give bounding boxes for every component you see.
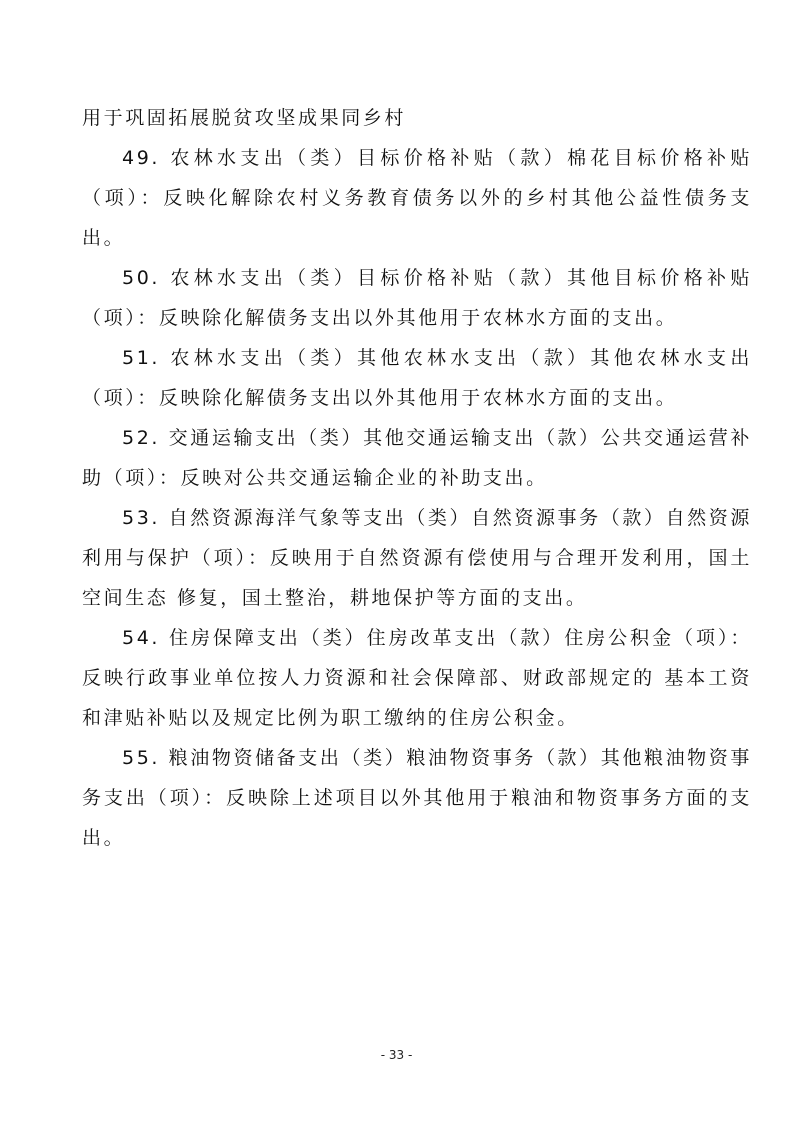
paragraph-item-50: 50. 农林水支出（类）目标价格补贴（款）其他目标价格补贴（项）：反映除化解债务支出以外其他用于农林水方面的支出。: [82, 267, 752, 329]
paragraph-item-53: 53. 自然资源海洋气象等支出（类）自然资源事务（款）自然资源利用与保护（项）：反映用于自然资源有偿使用与合理开发利用，国土空间生态 修复，国土整治，耕地保护等方面的支出。: [82, 507, 752, 609]
paragraph-item-55: 55. 粮油物资储备支出（类）粮油物资事务（款）其他粮油物资事务支出（项）：反映除上述项目以外其他用于粮油和物资事务方面的支出。: [82, 747, 752, 849]
document-body: [82, 98, 752, 858]
paragraph-continuation: 用于巩固拓展脱贫攻坚成果同乡村: [82, 107, 407, 129]
paragraph-item-52: 52. 交通运输支出（类）其他交通运输支出（款）公共交通运营补助（项）：反映对公共交通运输企业的补助支出。: [82, 427, 752, 489]
page-number: - 33 -: [380, 1048, 413, 1062]
paragraph-item-49: 49. 农林水支出（类）目标价格补贴（款）棉花目标价格补贴（项）：反映化解除农村义务教育债务以外的乡村其他公益性债务支出。: [82, 147, 752, 249]
paragraph-item-51: 51. 农林水支出（类）其他农林水支出（款）其他农林水支出（项）：反映除化解债务支出以外其他用于农林水方面的支出。: [82, 347, 752, 409]
paragraph-item-54: 54. 住房保障支出（类）住房改革支出（款）住房公积金（项）：反映行政事业单位按人力资源和社会保障部、财政部规定的 基本工资和津贴补贴以及规定比例为职工缴纳的住房公积金。: [82, 627, 752, 729]
